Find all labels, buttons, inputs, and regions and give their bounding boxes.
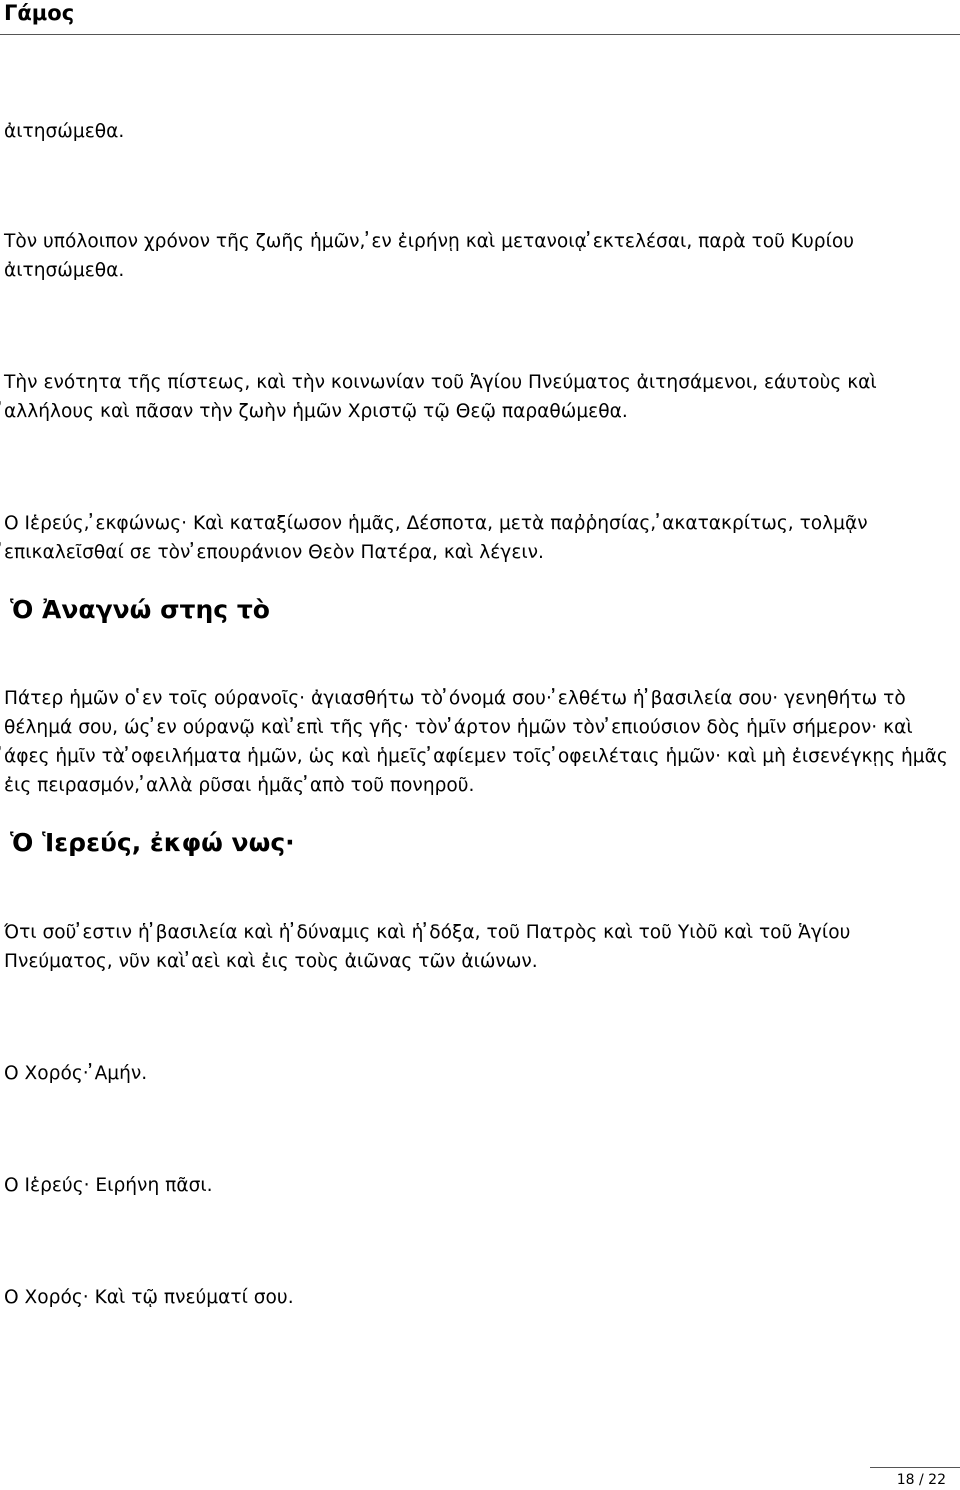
- paragraph-lords-prayer: Πάτερ ἡμῶν ο ̔εν τοῖς ούρανοῖς· ἀγιασθήτω τὸ ̓όνομά σου· ̓ελθέτω ἡ ̓βασιλεία σου· γενηθήτω τὸ θέλημά σου, ώς ̓εν ούρανῷ καὶ ̓επὶ τῆς γῆς· τὸν ̓άρτον ἡμῶν τὸν ̓επιούσιον δὸς ἡμῖν σήμερον· καὶ ̓άφες ἡμῖν τὰ ̓οφειλήματα ἡμῶν, ὡς καὶ ἡμεῖς ̓αφίεμεν τοῖς ̓οφειλέταις ἡμῶν· καὶ μὴ ἐισενέγκῃς ἡμᾶς ἐις πειρασμόν, ̓αλλὰ ρῦσαι ἡμᾶς ̓απὸ τοῦ πονηροῦ.: [4, 688, 948, 796]
- page-title: Γάμος: [4, 1, 75, 25]
- footer-divider: [870, 1467, 960, 1468]
- response-choir-spirit: Ο Χορός· Καὶ τῷ πνεύματί σου.: [4, 1287, 294, 1308]
- response-priest-peace: Ο Ιἑρεύς· Ειρήνη πᾶσι.: [4, 1175, 213, 1196]
- response-choir-amen: Ο Χορός· ̓Αμήν.: [4, 1063, 148, 1084]
- heading-priest: Ὁ Ἱερεύς, ἐκφώ νως·: [10, 828, 295, 857]
- header-divider: [0, 34, 960, 35]
- paragraph-petition-life: Τὸν υπόλοιπον χρόνον τῆς ζωῆς ἡμῶν, ̓εν ἐιρήνῃ καὶ μετανοιᾳ ̓εκτελέσαι, παρὰ τοῦ Κυρίου ἀιτησώμεθα.: [4, 231, 854, 281]
- heading-reader: Ὁ Ἀναγνώ στης τὸ: [10, 595, 270, 624]
- paragraph-unity-faith: Τὴν ενότητα τῆς πίστεως, καὶ τὴν κοινωνίαν τοῦ Ἁγίου Πνεύματος ἀιτησάμενοι, εάυτοὺς καὶ ̓αλλήλους καὶ πᾶσαν τὴν ζωὴν ἡμῶν Χριστῷ τῷ Θεῷ παραθώμεθα.: [4, 372, 877, 422]
- paragraph-petition-end: ἀιτησώμεθα.: [4, 121, 125, 142]
- paragraph-doxology: Ότι σοῦ ̓εστιν ἡ ̓βασιλεία καὶ ἡ ̓δύναμις καὶ ἡ ̓δόξα, τοῦ Πατρὸς καὶ τοῦ Υιὸῦ καὶ τοῦ Ἁγίου Πνεύματος, νῦν καὶ ̓αεὶ καὶ ἐις τοὺς ἀιῶνας τῶν ἀιώνων.: [4, 922, 851, 972]
- paragraph-priest-exclamation: Ο Ιἑρεύς, ̓εκφώνως· Καὶ καταξίωσον ἡμᾶς, Δέσποτα, μετὰ παῤῥησίας, ̓ακατακρίτως, τολμᾷν ̓επικαλεῖσθαί σε τὸν ̓επουράνιον Θεὸν Πατέρα, καὶ λέγειν.: [4, 513, 868, 563]
- page-number: 18 / 22: [896, 1472, 946, 1488]
